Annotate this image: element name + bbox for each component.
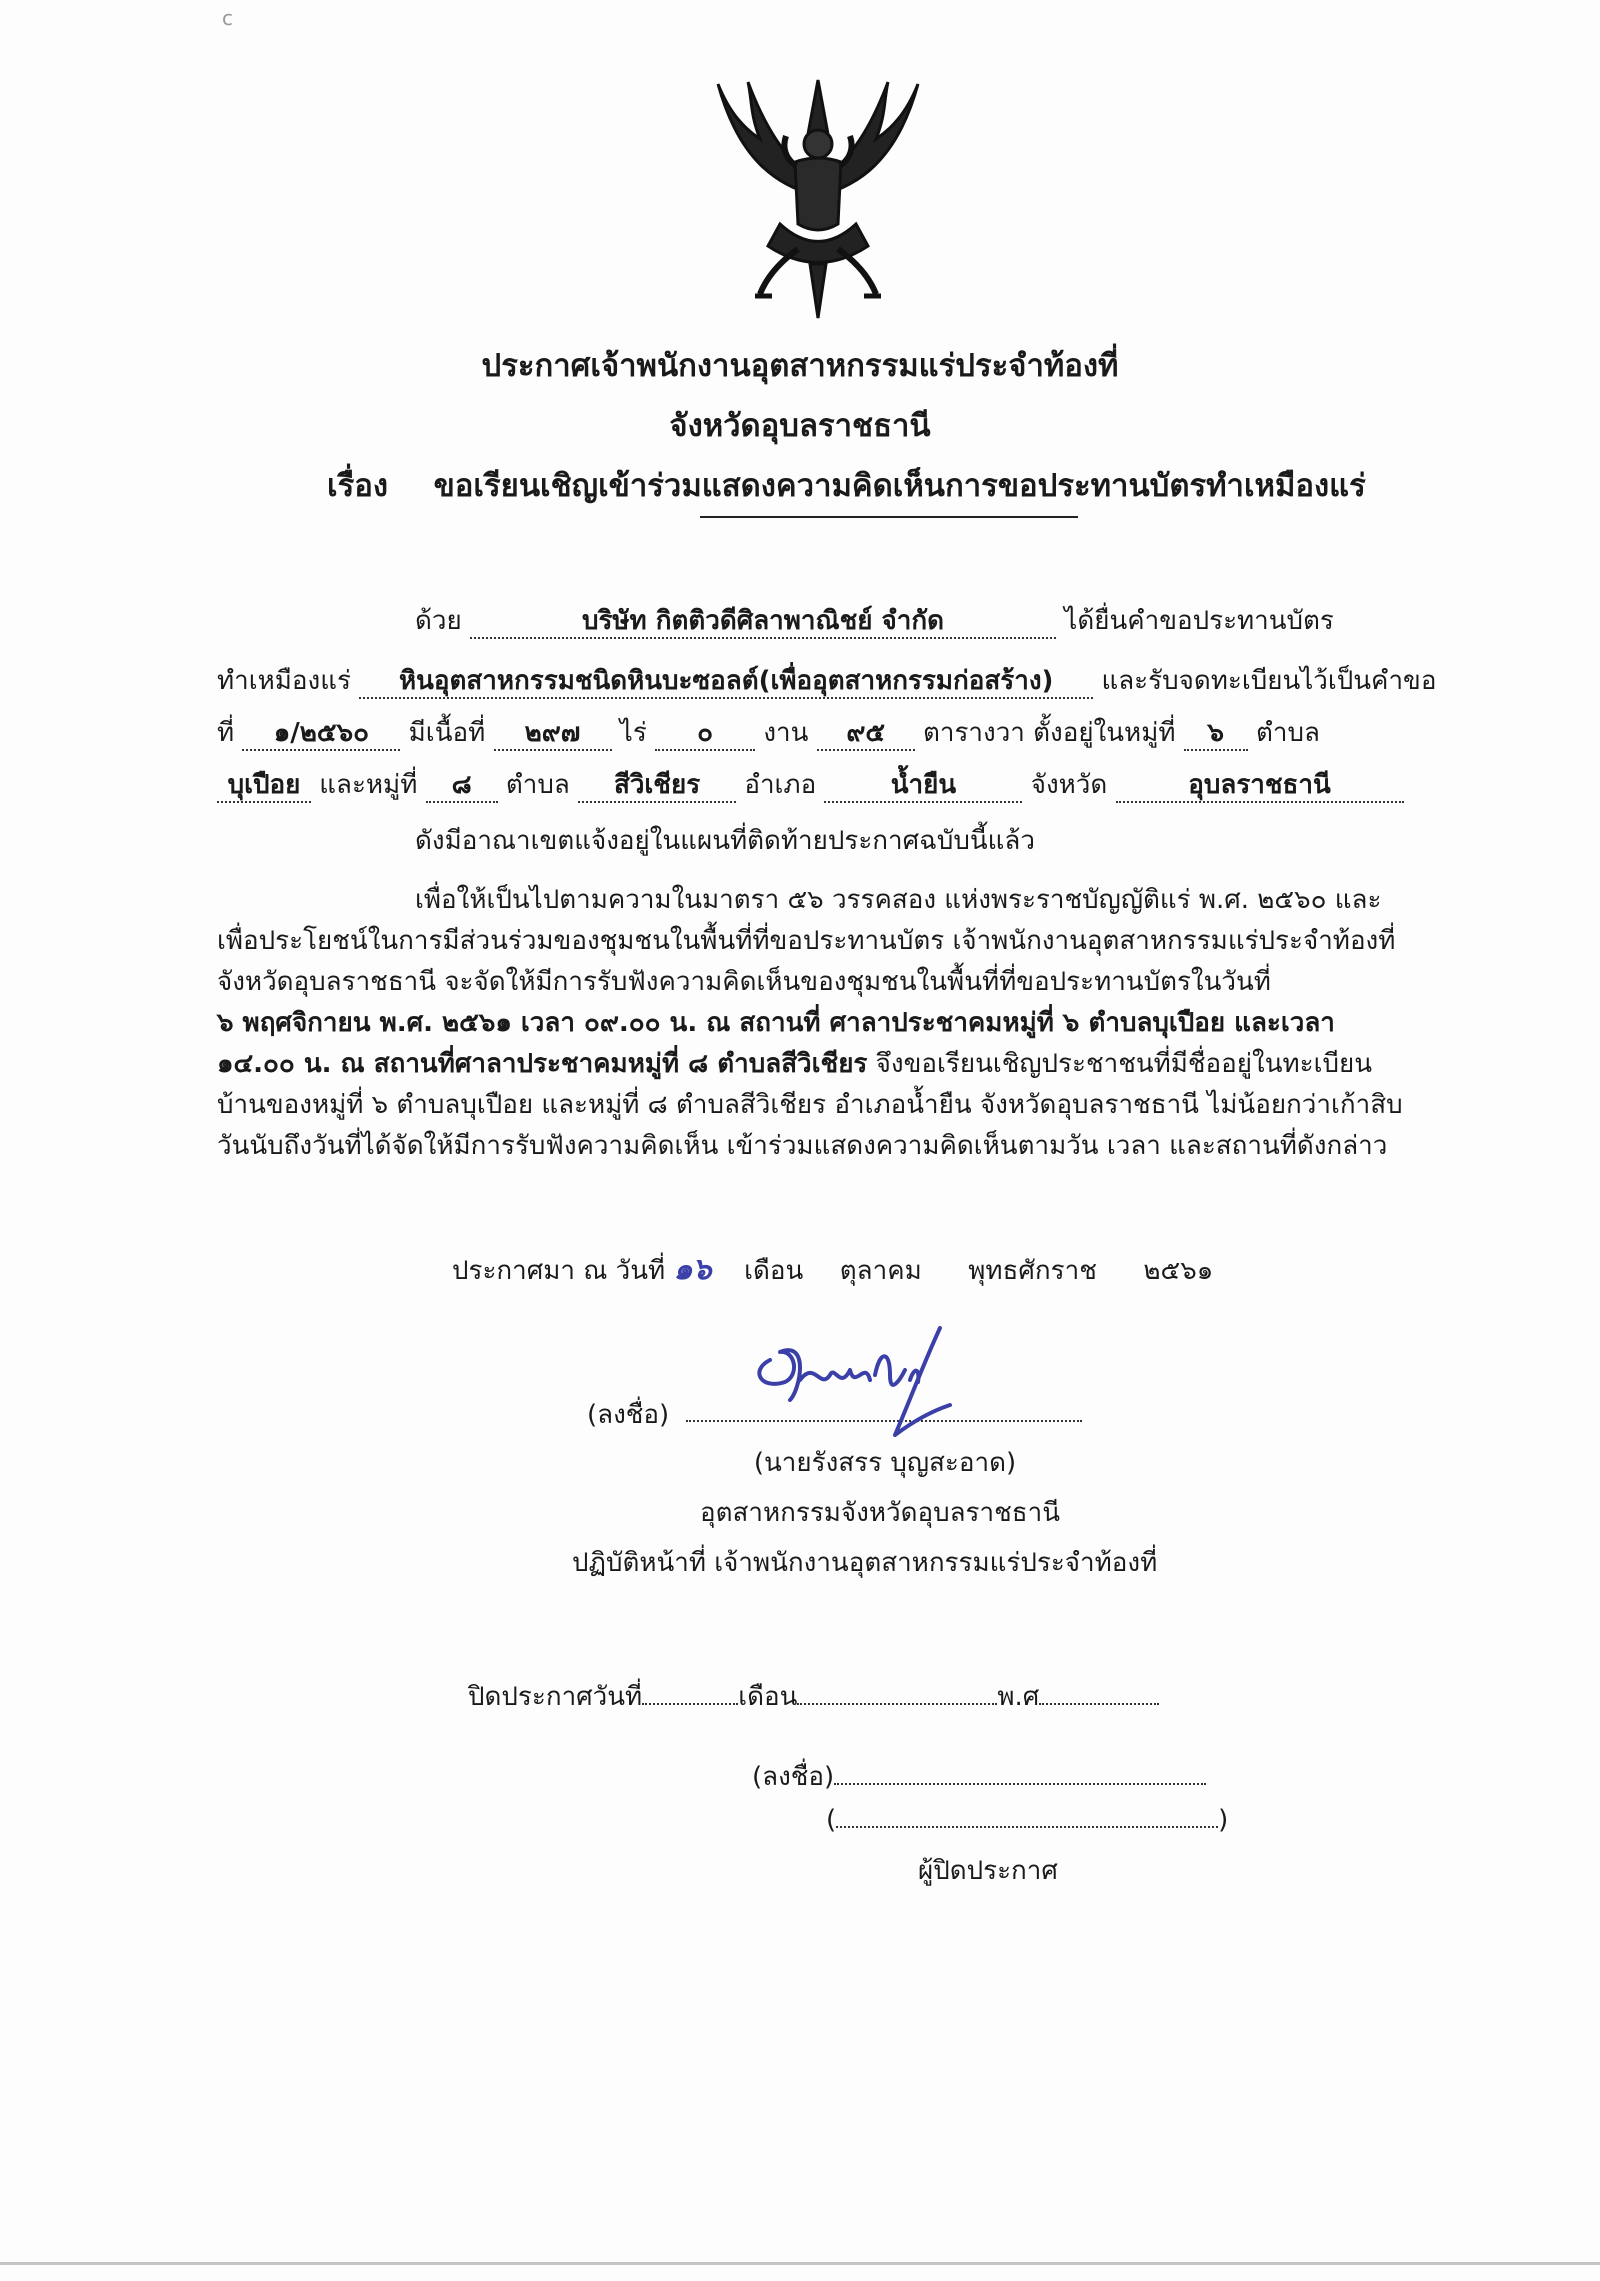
amphoe-label: อำเภอ: [744, 770, 817, 800]
request-no-field: ๑/๒๕๖๐: [242, 719, 400, 751]
poster-sign-label: (ลงชื่อ): [752, 1762, 835, 1792]
tambon2-field: สีวิเชียร: [578, 771, 736, 803]
subject-label: เรื่อง: [327, 468, 389, 504]
form-row-1: [415, 600, 1334, 641]
announced-month: ตุลาคม: [839, 1256, 922, 1286]
announced-year: ๒๕๖๑: [1143, 1256, 1214, 1286]
signer-name: (นายรังสรร บุญสะอาด): [753, 1448, 1017, 1478]
form-row-4: [217, 764, 1404, 805]
announced-label: ประกาศมา ณ วันที่: [452, 1256, 666, 1286]
ngan-label: งาน: [763, 718, 809, 748]
signature-sign-label: (ลงชื่อ): [587, 1400, 670, 1430]
title-underline: [700, 516, 1078, 518]
map-note: ดังมีอาณาเขตแจ้งอยู่ในแผนที่ติดท้ายประกาศฉบับนี้แล้ว: [415, 826, 1035, 856]
handwritten-signature: [740, 1320, 970, 1440]
garuda-emblem-icon: [700, 74, 936, 320]
poster-sign-row: [752, 1756, 1206, 1797]
province-field: อุบลราชธานี: [1116, 771, 1404, 803]
announced-day: ๑๖: [673, 1252, 712, 1287]
posted-year-label: พ.ศ: [997, 1682, 1040, 1712]
mineral-field: หินอุตสาหกรรมชนิดหินบะซอลต์(เพื่ออุตสาหกรรมก่อสร้าง): [359, 667, 1093, 699]
posted-month-label: เดือน: [738, 1682, 798, 1712]
posting-date-row: [468, 1676, 1159, 1717]
province-label: จังหวัด: [1030, 770, 1108, 800]
month-label: เดือน: [744, 1256, 804, 1286]
tambon1-field: บุเปือย: [217, 771, 311, 803]
moo2-field: ๘: [426, 771, 498, 803]
signer-position-1: อุตสาหกรรมจังหวัดอุบลราชธานี: [700, 1498, 1060, 1528]
body-line-5: [217, 1044, 1403, 1085]
posted-day-blank: [642, 1679, 738, 1705]
rai-field: ๒๙๗: [494, 719, 612, 751]
page-subtitle: จังหวัดอุบลราชธานี: [669, 408, 931, 444]
poster-name-row: [826, 1802, 1228, 1835]
request-no-label: ที่: [217, 718, 235, 748]
subject-text: ขอเรียนเชิญเข้าร่วมแสดงความคิดเห็นการขอประทานบัตรทำเหมืองแร่: [433, 468, 1366, 504]
body-line-1: เพื่อให้เป็นไปตามความในมาตรา ๕๖ วรรคสอง แห่งพระราชบัญญัติแร่ พ.ศ. ๒๕๖๐ และ: [415, 885, 1382, 915]
filed-text: ได้ยื่นคำขอประทานบัตร: [1064, 606, 1334, 636]
body-line-5-rest: จึงขอเรียนเชิญประชาชนที่มีชื่ออยู่ในทะเบียน: [875, 1049, 1372, 1079]
body-line-3: จังหวัดอุบลราชธานี จะจัดให้มีการรับฟังความคิดเห็นของชุมชนในพื้นที่ที่ขอประทานบัตรในวันที่: [217, 967, 1271, 997]
ngan-field: ๐: [655, 719, 755, 751]
tambon-label-2: ตำบล: [505, 770, 570, 800]
poster-name-blank: [836, 1802, 1218, 1828]
posted-label: ปิดประกาศวันที่: [468, 1682, 643, 1712]
body-line-5-bold: ๑๔.๐๐ น. ณ สถานที่ศาลาประชาคมหมู่ที่ ๘ ตำบลสีวิเชียร: [217, 1049, 868, 1079]
and-moo-label: และหมู่ที่: [319, 770, 418, 800]
body-line-7: วันนับถึงวันที่ได้จัดให้มีการรับฟังความคิดเห็น เข้าร่วมแสดงความคิดเห็นตามวัน เวลา และสถานที่ดังกล่าว: [217, 1131, 1388, 1161]
sqwa-field: ๙๕: [817, 719, 915, 751]
form-row-2: [217, 660, 1436, 701]
page-bottom-edge: [0, 2262, 1600, 2265]
poster-close-paren: ): [1218, 1805, 1229, 1835]
by-label: ด้วย: [415, 606, 462, 636]
posted-month-blank: [797, 1679, 997, 1705]
poster-open-paren: (: [826, 1805, 837, 1835]
poster-label: ผู้ปิดประกาศ: [918, 1856, 1058, 1886]
poster-sign-blank: [834, 1759, 1206, 1785]
moo1-field: ๖: [1184, 719, 1248, 751]
corner-mark: c: [222, 6, 233, 30]
body-line-6: บ้านของหมู่ที่ ๖ ตำบลบุเปือย และหมู่ที่ ๘ ตำบลสีวิเชียร อำเภอน้ำยืน จังหวัดอุบลราชธานี ไม่น้อยกว่าเก้าสิบ: [217, 1090, 1403, 1120]
tambon-label-1: ตำบล: [1256, 718, 1320, 748]
company-field: บริษัท กิตติวดีศิลาพาณิชย์ จำกัด: [470, 607, 1056, 639]
body-line-4: ๖ พฤศจิกายน พ.ศ. ๒๕๖๑ เวลา ๐๙.๐๐ น. ณ สถานที่ ศาลาประชาคมหมู่ที่ ๖ ตำบลบุเปือย และเวลา: [217, 1008, 1335, 1038]
rai-label: ไร่: [619, 718, 647, 748]
amphoe-field: น้ำยืน: [824, 771, 1022, 803]
year-label: พุทธศักราช: [968, 1256, 1097, 1286]
body-line-2: เพื่อประโยชน์ในการมีส่วนร่วมของชุมชนในพื้นที่ที่ขอประทานบัตร เจ้าพนักงานอุตสาหกรรมแร่ประจำท้องที่: [217, 926, 1396, 956]
mining-label: ทำเหมืองแร่: [217, 666, 351, 696]
area-label: มีเนื้อที่: [408, 718, 486, 748]
posted-year-blank: [1039, 1679, 1159, 1705]
announcement-date: [452, 1246, 1213, 1293]
sqwa-label: ตารางวา ตั้งอยู่ในหมู่ที่: [922, 718, 1176, 748]
subject-line: [327, 460, 1366, 510]
body-paragraph: [217, 880, 1403, 1167]
form-row-3: [217, 712, 1320, 753]
signer-position-2: ปฏิบัติหน้าที่ เจ้าพนักงานอุตสาหกรรมแร่ประจำท้องที่: [572, 1548, 1158, 1578]
registered-text: และรับจดทะเบียนไว้เป็นคำขอ: [1101, 666, 1437, 696]
page-title: ประกาศเจ้าพนักงานอุตสาหกรรมแร่ประจำท้องที่: [481, 348, 1119, 384]
